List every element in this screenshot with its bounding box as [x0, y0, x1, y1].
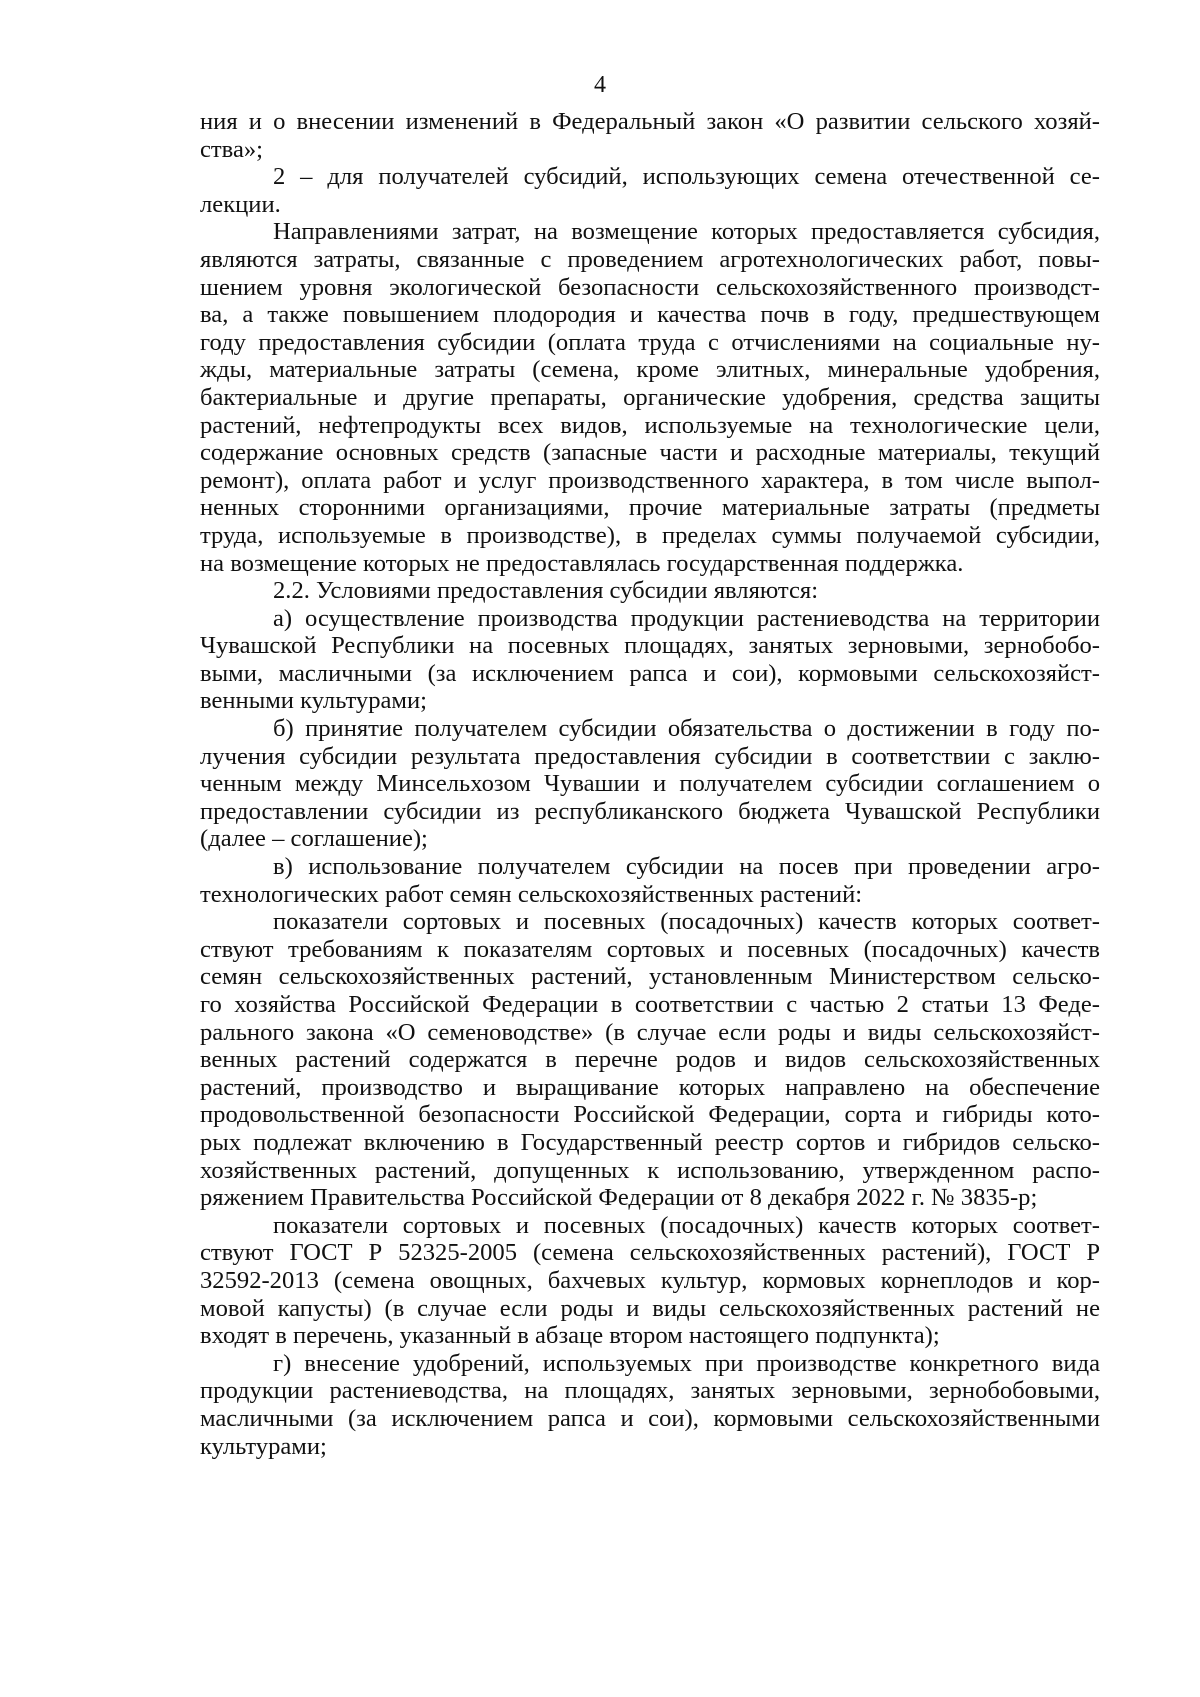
page-number: 4 [594, 72, 606, 98]
text-line: мовой капусты) (в случае если роды и виды сельскохозяйственных растений не [200, 1294, 1100, 1322]
paragraph [200, 1350, 1100, 1460]
text-line: хозяйственных растений, допущенных к использованию, утвержденном распо- [200, 1156, 1100, 1184]
text-line: содержание основных средств (запасные части и расходные материалы, текущий [200, 439, 1100, 467]
text-line: 2.2. Условиями предоставления субсидии являются: [273, 577, 819, 605]
text-line: а) осуществление производства продукции растениеводства на территории [273, 604, 1100, 632]
text-line: продовольственной безопасности Российской Федерации, сорта и гибриды кото- [200, 1101, 1100, 1129]
text-line: растений, производство и выращивание которых направлено на обеспечение [200, 1073, 1100, 1101]
text-line: бактериальные и другие препараты, органические удобрения, средства защиты [200, 383, 1100, 411]
text-line: ствуют ГОСТ Р 52325-2005 (семена сельскохозяйственных растений), ГОСТ Р [200, 1239, 1100, 1267]
paragraph [200, 605, 1100, 715]
text-line: го хозяйства Российской Федерации в соответствии с частью 2 статьи 13 Феде- [200, 991, 1100, 1018]
text-line: ченным между Минсельхозом Чувашии и получателем субсидии соглашением о [200, 770, 1100, 798]
text-line: выми, масличными (за исключением рапса и сои), кормовыми сельскохозяйст- [200, 659, 1100, 687]
paragraph [200, 853, 1100, 908]
paragraph [200, 163, 1100, 218]
text-line: рального закона «О семеноводстве» (в случае если роды и виды сельскохозяйст- [200, 1018, 1100, 1046]
text-line: Чувашской Республики на посевных площадях, занятых зерновыми, зернобобо- [200, 632, 1100, 660]
text-line: рых подлежат включению в Государственный реестр сортов и гибридов сельско- [200, 1128, 1100, 1156]
text-line: входят в перечень, указанный в абзаце втором настоящего подпункта); [200, 1322, 940, 1350]
document-body [200, 108, 1100, 1460]
paragraph [200, 1212, 1100, 1350]
text-line: технологических работ семян сельскохозяйственных растений: [200, 880, 863, 908]
text-line: труда, используемые в производстве), в пределах суммы получаемой субсидии, [200, 521, 1100, 549]
text-line: ненных сторонними организациями, прочие материальные затраты (предметы [200, 494, 1100, 522]
text-line: (далее – соглашение); [200, 825, 428, 853]
paragraph [200, 908, 1100, 1212]
paragraph [200, 715, 1100, 853]
text-line: лучения субсидии результата предоставления субсидии в соответствии с заклю- [200, 742, 1100, 770]
text-line: растений, нефтепродукты всех видов, используемые на технологические цели, [200, 411, 1100, 439]
text-line: ремонт), оплата работ и услуг производственного характера, в том числе выпол- [200, 466, 1100, 494]
text-line: ния и о внесении изменений в Федеральный закон «О развитии сельского хозяй- [200, 108, 1100, 135]
text-line: Направлениями затрат, на возмещение которых предоставляется субсидия, [273, 218, 1100, 246]
text-line: семян сельскохозяйственных растений, установленным Министерством сельско- [200, 963, 1100, 991]
text-line: масличными (за исключением рапса и сои), кормовыми сельскохозяйственными [200, 1404, 1100, 1432]
text-line: на возмещение которых не предоставлялась государственная поддержка. [200, 549, 964, 577]
paragraph [200, 108, 1100, 163]
text-line: г) внесение удобрений, используемых при производстве конкретного вида [273, 1349, 1100, 1377]
text-line: ва, а также повышением плодородия и качества почв в году, предшествующем [200, 301, 1100, 329]
text-line: венными культурами; [200, 687, 427, 715]
text-line: показатели сортовых и посевных (посадочных) качеств которых соответ- [273, 1211, 1100, 1239]
text-line: являются затраты, связанные с проведением агротехнологических работ, повы- [200, 245, 1100, 273]
text-line: продукции растениеводства, на площадях, занятых зерновыми, зернобобовыми, [200, 1377, 1100, 1405]
text-line: ствуют требованиям к показателям сортовых и посевных (посадочных) качеств [200, 935, 1100, 963]
text-line: ства»; [200, 135, 263, 163]
text-line: венных растений содержатся в перечне родов и видов сельскохозяйственных [200, 1046, 1100, 1074]
text-line: лекции. [200, 190, 281, 218]
paragraph [200, 218, 1100, 577]
text-line: жды, материальные затраты (семена, кроме элитных, минеральные удобрения, [200, 356, 1100, 384]
text-line: показатели сортовых и посевных (посадочных) качеств которых соответ- [273, 908, 1100, 936]
text-line: б) принятие получателем субсидии обязательства о достижении в году по- [273, 715, 1100, 743]
text-line: культурами; [200, 1432, 327, 1460]
paragraph [200, 577, 1100, 605]
text-line: 2 – для получателей субсидий, использующих семена отечественной се- [273, 163, 1100, 191]
text-line: ряжением Правительства Российской Федерации от 8 декабря 2022 г. № 3835-р; [200, 1184, 1038, 1212]
text-line: шением уровня экологической безопасности сельскохозяйственного производст- [200, 273, 1100, 301]
text-line: году предоставления субсидии (оплата труда с отчислениями на социальные ну- [200, 328, 1100, 356]
text-line: 32592-2013 (семена овощных, бахчевых культур, кормовых корнеплодов и кор- [200, 1266, 1100, 1294]
text-line: в) использование получателем субсидии на посев при проведении агро- [273, 853, 1100, 881]
text-line: предоставлении субсидии из республиканского бюджета Чувашской Республики [200, 797, 1100, 825]
